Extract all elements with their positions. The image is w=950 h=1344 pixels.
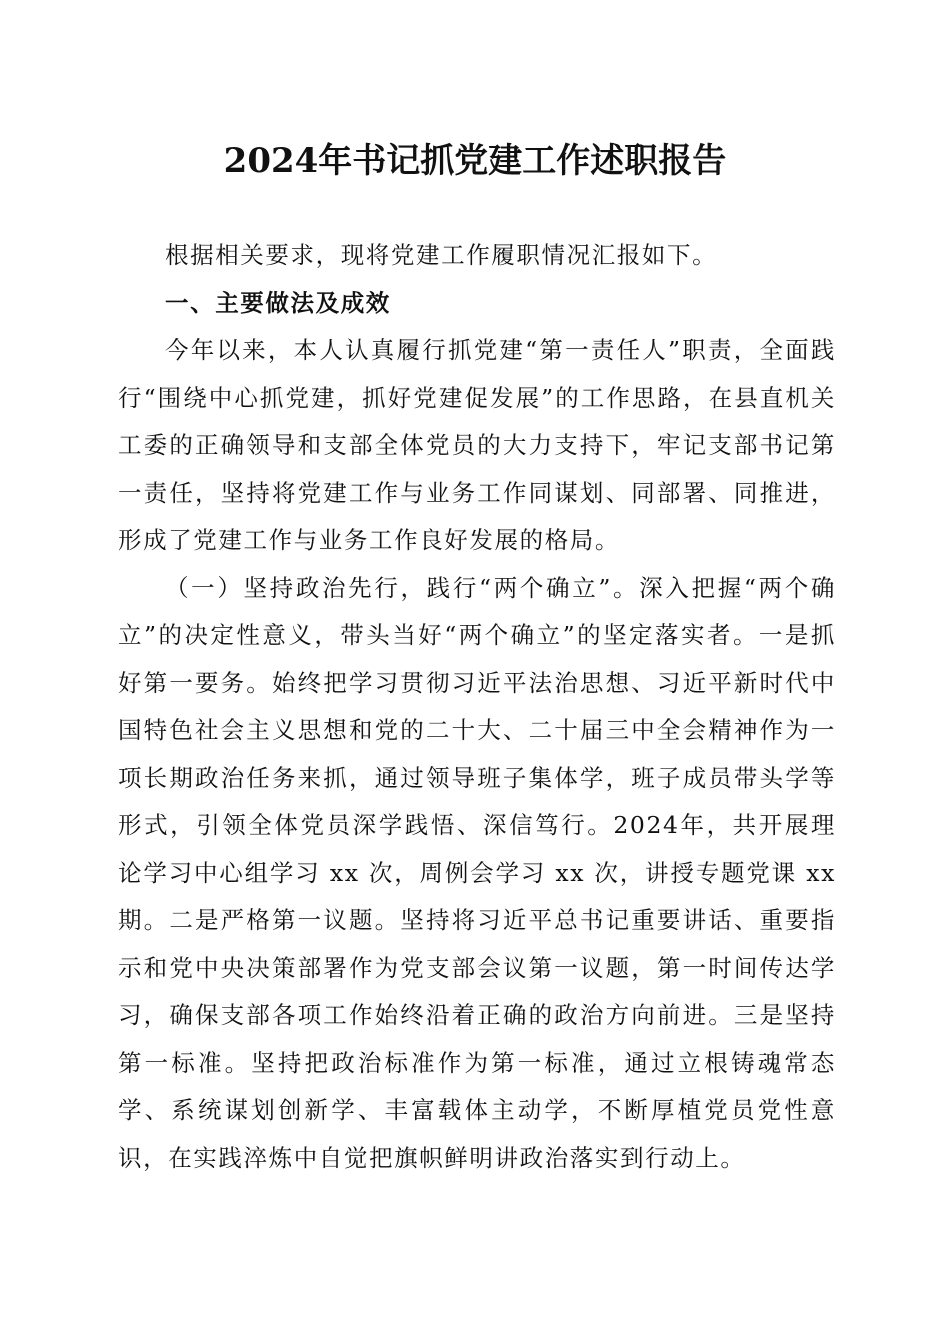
document-body bbox=[118, 232, 836, 1182]
section-heading: 一、主要做法及成效 bbox=[165, 288, 391, 317]
document-title: 2024年书记抓党建工作述职报告 bbox=[223, 141, 727, 181]
body-paragraph-1: 今年以来，本人认真履行抓党建“第一责任人”职责，全面践行“围绕中心抓党建，抓好党建促发展”的工作思路，在县直机关工委的正确领导和支部全体党员的大力支持下，牢记支部书记第一责任，坚持将党建工作与业务工作同谋划、同部署、同推进，形成了党建工作与业务工作良好发展的格局。 bbox=[118, 336, 836, 554]
body-paragraph-2: （一）坚持政治先行，践行“两个确立”。深入把握“两个确立”的决定性意义，带头当好“两个确立”的坚定落实者。一是抓好第一要务。始终把学习贯彻习近平法治思想、习近平新时代中国特色社会主义思想和党的二十大、二十届三中全会精神作为一项长期政治任务来抓，通过领导班子集体学，班子成员带头学等形式，引领全体党员深学践悟、深信笃行。2024年，共开展理论学习中心组学习 xx 次，周例会学习 xx 次，讲授专题党课 xx 期。二是严格第一议题。坚持将习近平总书记重要讲话、重要指示和党中央决策部署作为党支部会议第一议题，第一时间传达学习，确保支部各项工作始终沿着正确的政治方向前进。三是坚持第一标准。坚持把政治标准作为第一标准，通过立根铸魂常态学、系统谋划创新学、丰富载体主动学，不断厚植党员党性意识，在实践淬炼中自觉把旗帜鲜明讲政治落实到行动上。 bbox=[118, 573, 836, 1172]
intro-paragraph: 根据相关要求，现将党建工作履职情况汇报如下。 bbox=[165, 241, 718, 269]
